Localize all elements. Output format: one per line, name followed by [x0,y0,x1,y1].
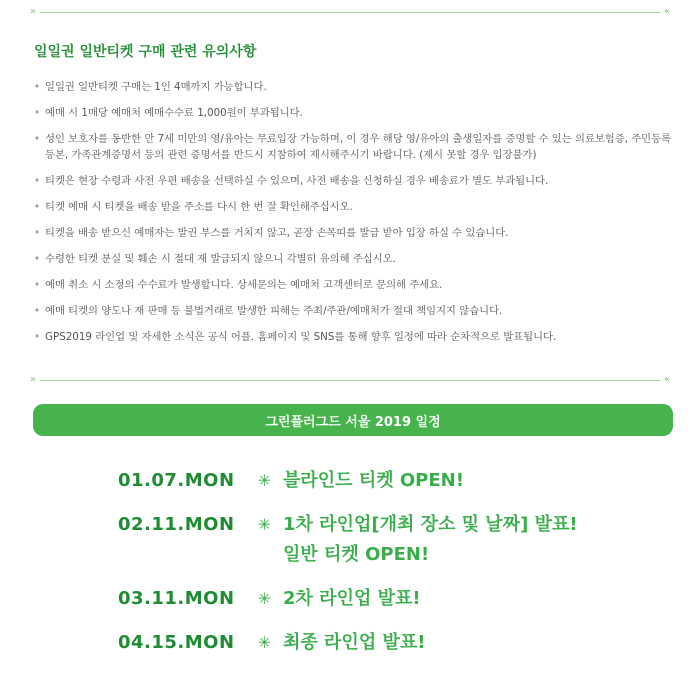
schedule-text-line2: 일반 티켓 OPEN! [283,544,430,565]
schedule-row [118,584,678,614]
arrow-right-icon: « [663,6,670,17]
schedule-text: 블라인드 티켓 OPEN! [283,470,464,491]
notice-title: 일일권 일반티켓 구매 관련 유의사항 [34,44,257,60]
schedule-row [118,628,678,658]
list-item: • GPS2019 라인업 및 자세한 소식은 공식 어플. 홈페이지 및 SNS를 통해 향후 일정에 따라 순차적으로 발표됩니다. [34,330,674,346]
list-item: • 성인 보호자를 동반한 만 7세 미만의 영/유아는 무료입장 가능하며, 이 경우 해당 영/유아의 출생일자를 증명할 수 있는 의료보험증, 주민등록등본, 가족관계증명서 등의 관련 증명서를 반드시 지참하여 제시해주시기 바랍니다. (제시 못할 경우 입장불가) [34,132,674,163]
arrow-right-icon: « [663,374,670,385]
schedule [118,466,678,672]
asterisk-icon: ✳ [257,471,272,490]
schedule-date: 04.15.MON [118,632,235,653]
schedule-date: 02.11.MON [118,514,235,535]
notice-list [34,80,674,356]
arrow-left-icon: » [30,374,37,385]
asterisk-icon: ✳ [257,515,272,534]
arrow-left-icon: » [30,6,37,17]
banner-title: 그린플러그드 서울 2019 일정 [265,414,441,430]
schedule-text: 최종 라인업 발표! [283,632,426,653]
top-divider [30,8,670,16]
schedule-row [118,466,678,496]
asterisk-icon: ✳ [257,633,272,652]
list-item: • 티켓을 배송 받으신 예매자는 발권 부스를 거치지 않고, 곧장 손목띠를 발급 받아 입장 하실 수 있습니다. [34,226,674,242]
asterisk-icon: ✳ [257,589,272,608]
list-item: • 예매 시 1매당 예매처 예매수수료 1,000원이 부과됩니다. [34,106,674,122]
list-item: • 수령한 티켓 분실 및 훼손 시 절대 재 발급되지 않으니 각별히 유의해 주십시오. [34,252,674,268]
list-item: • 티켓은 현장 수령과 사전 우편 배송을 선택하실 수 있으며, 사전 배송을 신청하실 경우 배송료가 별도 부과됩니다. [34,174,674,190]
schedule-row [118,510,678,570]
schedule-date: 01.07.MON [118,470,235,491]
middle-divider [30,376,670,384]
schedule-banner [33,404,673,436]
schedule-text: 1차 라인업[개최 장소 및 날짜] 발표! [283,514,578,535]
list-item: • 예매 취소 시 소정의 수수료가 발생합니다. 상세문의는 예매처 고객센터로 문의해 주세요. [34,278,674,294]
schedule-date: 03.11.MON [118,588,235,609]
schedule-text: 2차 라인업 발표! [283,588,421,609]
list-item: • 티켓 예매 시 티켓을 배송 받을 주소를 다시 한 번 잘 확인해주십시오. [34,200,674,216]
list-item: • 예매 티켓의 양도나 재 판매 등 불법거래로 발생한 피해는 주최/주관/예매처가 절대 책임지지 않습니다. [34,304,674,320]
list-item: • 일일권 일반티켓 구매는 1인 4매까지 가능합니다. [34,80,674,96]
